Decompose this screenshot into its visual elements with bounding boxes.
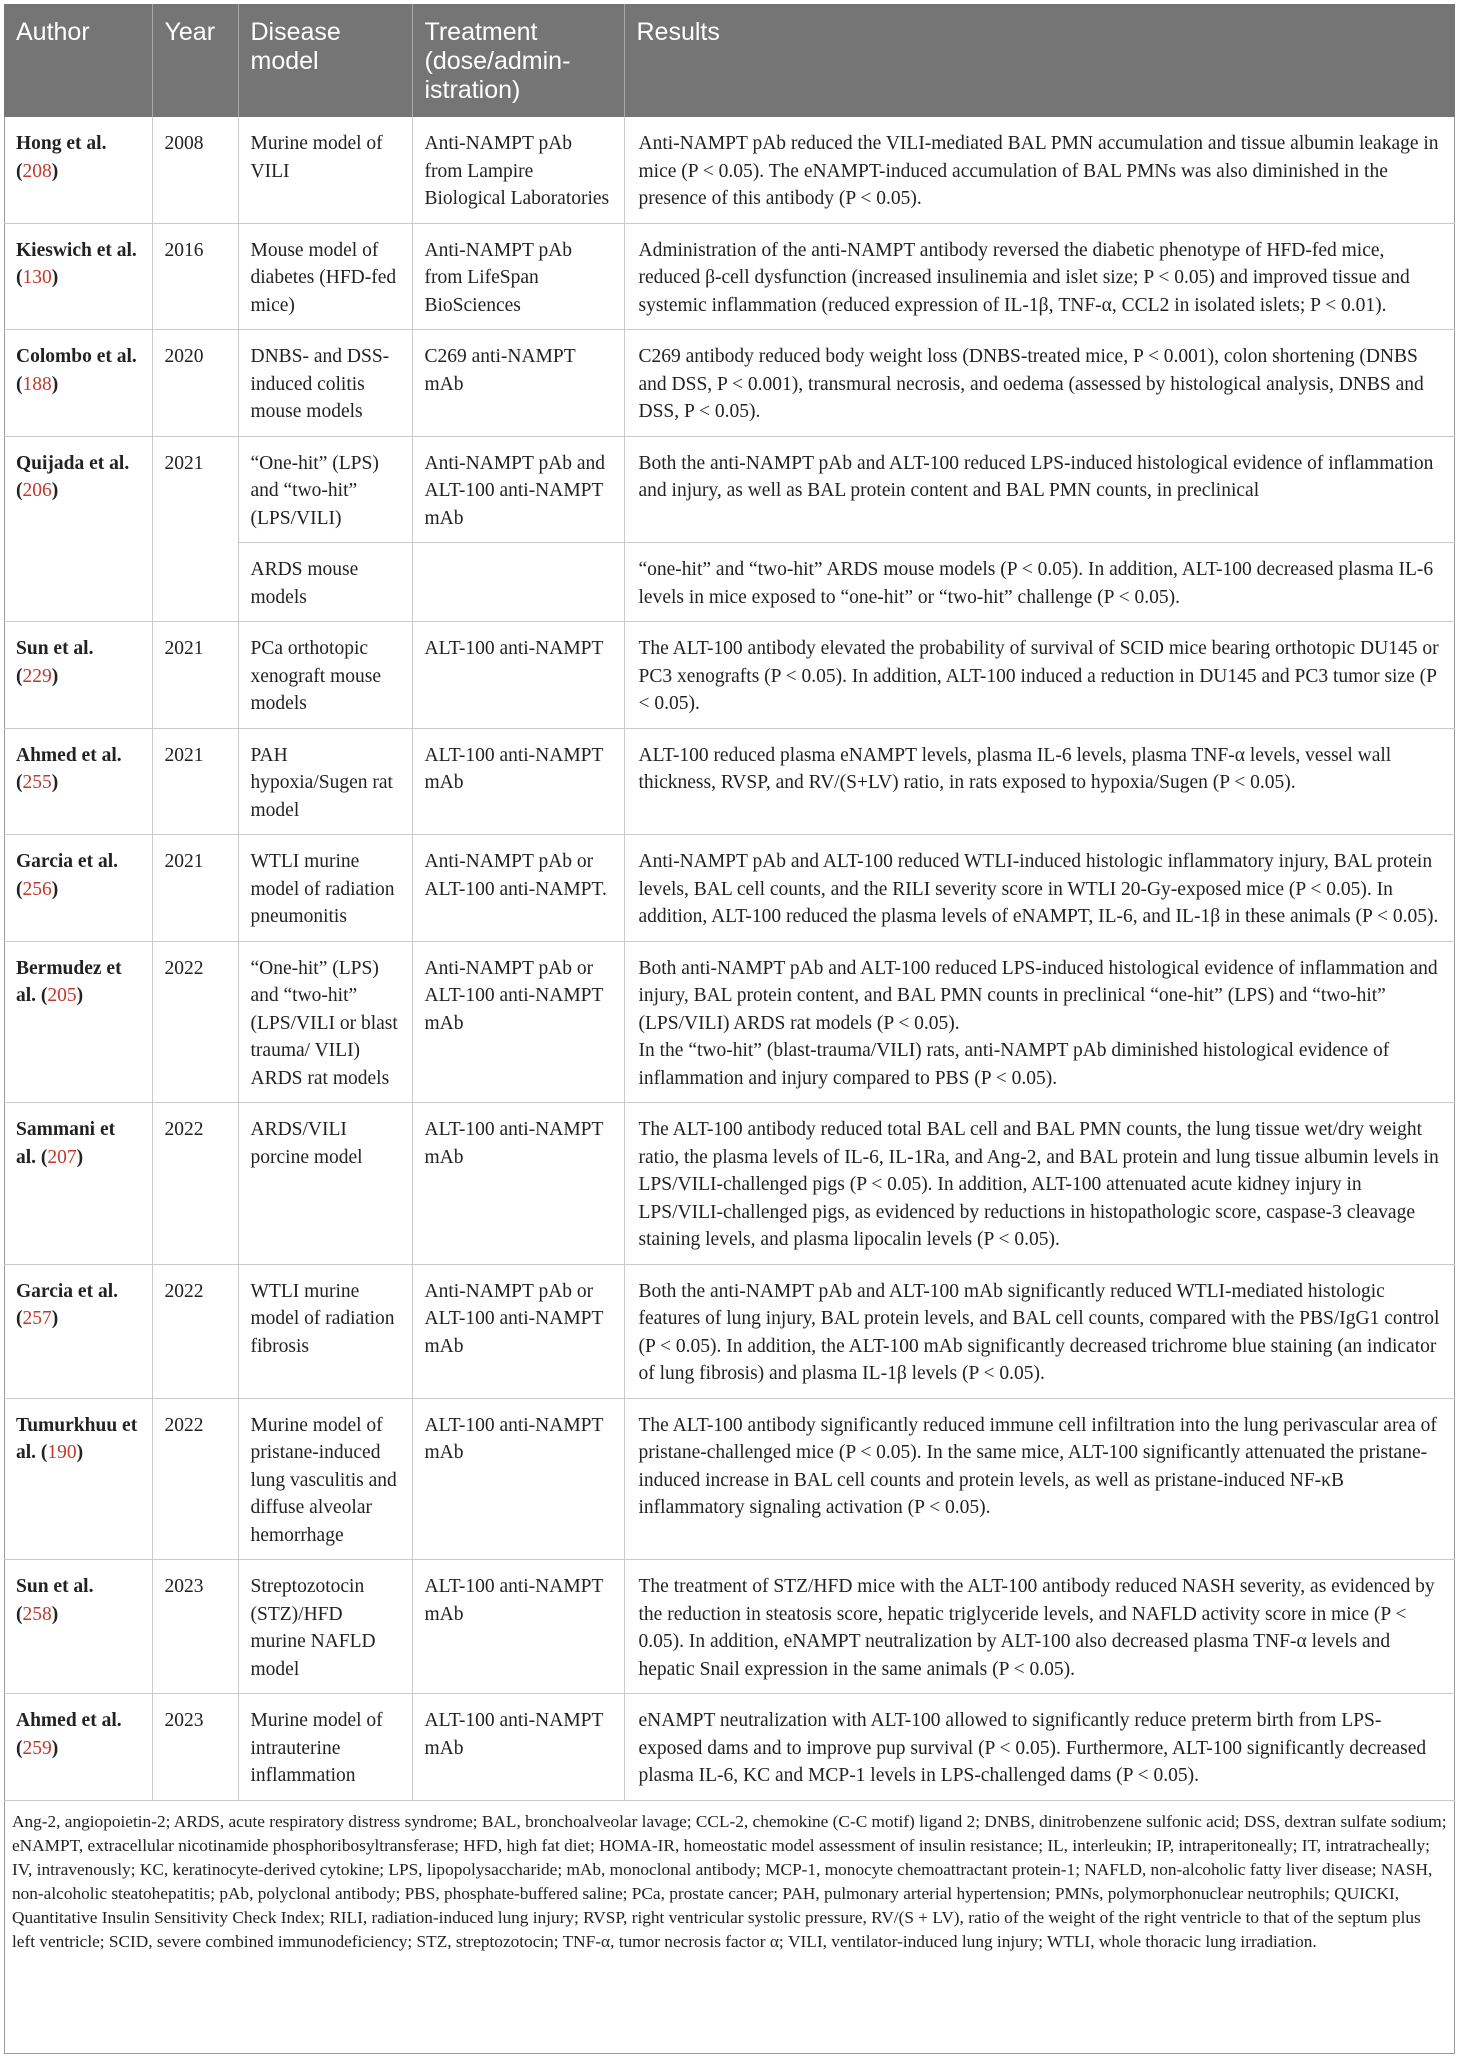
disease-cell: PCa orthotopic xenograft mouse models	[238, 622, 412, 729]
table-row	[4, 622, 1455, 729]
reference-link[interactable]: 229	[22, 665, 52, 687]
treatment-cell: Anti-NAMPT pAb from LifeSpan BioSciences	[412, 223, 624, 330]
author-cell: Sun et al. (229)	[4, 622, 152, 729]
reference-link[interactable]: 205	[47, 985, 77, 1006]
table-row	[4, 223, 1455, 330]
studies-table	[4, 4, 1455, 1964]
year-cell: 2023	[152, 1694, 238, 1801]
year-cell: 2022	[152, 941, 238, 1103]
author-name: Ahmed et al.	[16, 744, 122, 766]
footnote-row	[4, 1800, 1455, 1964]
results-paragraph: In the “two-hit” (blast-trauma/VILI) rats, anti-NAMPT pAb diminished histological evidence of inflammation and injury compared to PBS (P < 0.05).	[638, 1040, 1390, 1089]
reference-link[interactable]: 130	[22, 267, 52, 288]
disease-cell: Murine model of pristane-induced lung vasculitis and diffuse alveolar hemorrhage	[238, 1398, 412, 1560]
treatment-cell: ALT-100 anti-NAMPT mAb	[412, 728, 624, 835]
disease-cell: Mouse model of diabetes (HFD-fed mice)	[238, 223, 412, 330]
author-name: Tumurkhuu et al.	[16, 1414, 138, 1463]
reference-link[interactable]: 255	[22, 772, 52, 793]
disease-cell: WTLI murine model of radiation pneumonitis	[238, 835, 412, 942]
results-cell: “one-hit” and “two-hit” ARDS mouse models (P < 0.05). In addition, ALT-100 decreased plasma IL-6 levels in mice exposed to “one-hit” or “two-hit” challenge (P < 0.05).	[624, 543, 1455, 622]
treatment-cell	[412, 543, 624, 622]
author-name: Garcia et al.	[16, 851, 118, 872]
results-cell: The ALT-100 antibody reduced total BAL cell and BAL PMN counts, the lung tissue wet/dry weight ratio, the plasma levels of IL-6, IL-1Ra, and Ang-2, and BAL protein and lung tissue albumin levels in LPS/VILI-challenged pigs (P < 0.05). In addition, ALT-100 attenuated acute kidney injury in LPS/VILI-challenged pigs, as evidenced by reductions in histopathologic score, caspase-3 cleavage staining levels, and plasma lipocalin levels (P < 0.05).	[624, 1103, 1455, 1265]
results-cell: eNAMPT neutralization with ALT-100 allowed to significantly reduce preterm birth from LPS-exposed dams and to improve pup survival (P < 0.05). Furthermore, ALT-100 significantly decreased plasma IL-6, KC and MCP-1 levels in LPS-challenged dams (P < 0.05).	[624, 1694, 1455, 1801]
results-cell: Both the anti-NAMPT pAb and ALT-100 reduced LPS-induced histological evidence of inflammation and injury, as well as BAL protein content and BAL PMN counts, in preclinical	[624, 436, 1455, 543]
disease-cell: “One-hit” (LPS) and “two-hit” (LPS/VILI or blast trauma/ VILI) ARDS rat models	[238, 941, 412, 1103]
year-cell: 2021	[152, 622, 238, 729]
table-row	[4, 1103, 1455, 1265]
disease-cell: Murine model of intrauterine inflammation	[238, 1694, 412, 1801]
disease-cell: DNBS- and DSS-induced colitis mouse models	[238, 330, 412, 437]
table-row	[4, 117, 1455, 223]
year-cell: 2022	[152, 1398, 238, 1560]
author-name: Colombo et al.	[16, 346, 137, 367]
treatment-cell: Anti-NAMPT pAb or ALT-100 anti-NAMPT mAb	[412, 1264, 624, 1398]
results-cell: Anti-NAMPT pAb reduced the VILI-mediated BAL PMN accumulation and tissue albumin leakage in mice (P < 0.05). The eNAMPT-induced accumulation of BAL PMNs was also diminished in the presence of this antibody (P < 0.05).	[624, 117, 1455, 223]
treatment-cell: ALT-100 anti-NAMPT	[412, 622, 624, 729]
author-cell: Sun et al. (258)	[4, 1560, 152, 1694]
table-row	[4, 1560, 1455, 1694]
footnote: Ang-2, angiopoietin-2; ARDS, acute respiratory distress syndrome; BAL, bronchoalveolar lavage; CCL-2, chemokine (C-C motif) ligand 2; DNBS, dinitrobenzene sulfonic acid; DSS, dextran sulfate sodium; eNAMPT, extracellular nicotinamide phosphoribosyltransferase; HFD, high fat diet; HOMA-IR, homeostatic model assessment of insulin resistance; IL, interleukin; IP, intraperitoneally; IT, intratracheally; IV, intravenously; KC, keratinocyte-derived cytokine; LPS, lipopolysaccharide; mAb, monoclonal antibody; MCP-1, monocyte chemoattractant protein-1; NAFLD, non-alcoholic fatty liver disease; NASH, non-alcoholic steatohepatitis; pAb, polyclonal antibody; PBS, phosphate-buffered saline; PCa, prostate cancer; PAH, pulmonary arterial hypertension; PMNs, polymorphonuclear neutrophils; QUICKI, Quantitative Insulin Sensitivity Check Index; RILI, radiation-induced lung injury; RVSP, right ventricular systolic pressure, RV/(S + LV), ratio of the weight of the right ventricle to that of the septum plus left ventricle; SCID, severe combined immunodeficiency; STZ, streptozotocin; TNF-α, tumor necrosis factor α; VILI, ventilator-induced lung injury; WTLI, whole thoracic lung irradiation.	[12, 1811, 1447, 1951]
disease-cell: PAH hypoxia/Sugen rat model	[238, 728, 412, 835]
table-row	[4, 941, 1455, 1103]
treatment-cell: Anti-NAMPT pAb and ALT-100 anti-NAMPT mAb	[412, 436, 624, 543]
disease-cell: “One-hit” (LPS) and “two-hit” (LPS/VILI)	[238, 436, 412, 543]
author-cell: Quijada et al. (206)	[4, 436, 152, 622]
table-row	[4, 436, 1455, 543]
author-name: Sun et al.	[16, 1576, 94, 1597]
results-cell: Administration of the anti-NAMPT antibody reversed the diabetic phenotype of HFD-fed mice, reduced β-cell dysfunction (increased insulinemia and islet size; P < 0.05) and improved tissue and systemic inflammation (reduced expression of IL-1β, TNF-α, CCL2 in isolated islets; P < 0.01).	[624, 223, 1455, 330]
table-row	[4, 1398, 1455, 1560]
year-cell: 2020	[152, 330, 238, 437]
author-name: Sammani et al.	[16, 1119, 116, 1168]
reference-link[interactable]: 190	[47, 1442, 77, 1463]
reference-link[interactable]: 259	[22, 1737, 52, 1759]
reference-link[interactable]: 257	[22, 1308, 52, 1329]
header-treatment: Treatment (dose/admin-istration)	[412, 4, 624, 117]
author-cell: Garcia et al. (257)	[4, 1264, 152, 1398]
year-cell: 2016	[152, 223, 238, 330]
treatment-cell: Anti-NAMPT pAb or ALT-100 anti-NAMPT mAb	[412, 941, 624, 1103]
table-row	[4, 1264, 1455, 1398]
table-row	[4, 1694, 1455, 1801]
year-cell: 2021	[152, 835, 238, 942]
author-cell: Kieswich et al. (130)	[4, 223, 152, 330]
header-results: Results	[624, 4, 1455, 117]
year-cell: 2021	[152, 436, 238, 622]
results-cell: ALT-100 reduced plasma eNAMPT levels, plasma IL-6 levels, plasma TNF-α levels, vessel wall thickness, RVSP, and RV/(S+LV) ratio, in rats exposed to hypoxia/Sugen (P < 0.05).	[624, 728, 1455, 835]
year-cell: 2008	[152, 117, 238, 223]
table-row	[4, 330, 1455, 437]
header-row	[4, 4, 1455, 117]
header-year: Year	[152, 4, 238, 117]
treatment-cell: Anti-NAMPT pAb or ALT-100 anti-NAMPT.	[412, 835, 624, 942]
disease-cell: WTLI murine model of radiation fibrosis	[238, 1264, 412, 1398]
author-cell: Hong et al. (208)	[4, 117, 152, 223]
treatment-cell: ALT-100 anti-NAMPT mAb	[412, 1398, 624, 1560]
header-author: Author	[4, 4, 152, 117]
disease-cell: Streptozotocin (STZ)/HFD murine NAFLD model	[238, 1560, 412, 1694]
results-cell	[624, 941, 1455, 1103]
author-name: Quijada et al.	[16, 452, 130, 474]
table-row	[4, 728, 1455, 835]
author-cell: Colombo et al. (188)	[4, 330, 152, 437]
disease-cell: Murine model of VILI	[238, 117, 412, 223]
author-name: Sun et al.	[16, 638, 94, 659]
year-cell: 2021	[152, 728, 238, 835]
results-paragraph: Both anti-NAMPT pAb and ALT-100 reduced LPS-induced histological evidence of inflammation and injury, BAL protein content, and BAL PMN counts in preclinical “one-hit” (LPS) and “two-hit” (LPS/VILI) ARDS rat models (P < 0.05).	[638, 957, 1438, 1034]
reference-link[interactable]: 188	[22, 373, 52, 395]
results-cell: Anti-NAMPT pAb and ALT-100 reduced WTLI-induced histologic inflammatory injury, BAL protein levels, BAL cell counts, and the RILI severity score in WTLI 20-Gy-exposed mice (P < 0.05). In addition, ALT-100 reduced the plasma levels of eNAMPT, IL-6, and IL-1β in these animals (P < 0.05).	[624, 835, 1455, 942]
reference-link[interactable]: 256	[22, 878, 52, 900]
results-cell: The treatment of STZ/HFD mice with the ALT-100 antibody reduced NASH severity, as evidenced by the reduction in steatosis score, hepatic triglyceride levels, and NAFLD activity score in mice (P < 0.05). In addition, eNAMPT neutralization by ALT-100 also decreased plasma TNF-α levels and hepatic Snail expression in the same animals (P < 0.05).	[624, 1560, 1455, 1694]
reference-link[interactable]: 207	[47, 1146, 77, 1168]
reference-link[interactable]: 258	[22, 1603, 52, 1625]
author-cell: Ahmed et al. (255)	[4, 728, 152, 835]
treatment-cell: ALT-100 anti-NAMPT mAb	[412, 1560, 624, 1694]
author-name: Hong et al.	[16, 133, 107, 154]
results-cell: The ALT-100 antibody elevated the probability of survival of SCID mice bearing orthotopic DU145 or PC3 xenografts (P < 0.05). In addition, ALT-100 induced a reduction in DU145 and PC3 tumor size (P < 0.05).	[624, 622, 1455, 729]
author-cell: Garcia et al. (256)	[4, 835, 152, 942]
author-cell: Tumurkhuu et al. (190)	[4, 1398, 152, 1560]
results-cell: The ALT-100 antibody significantly reduced immune cell infiltration into the lung perivascular area of pristane-challenged mice (P < 0.05). In the same mice, ALT-100 significantly attenuated the pristane-induced increase in BAL cell counts and protein levels, as well as pristane-induced NF-κB inflammatory signaling activation (P < 0.05).	[624, 1398, 1455, 1560]
author-cell: Ahmed et al. (259)	[4, 1694, 152, 1801]
year-cell: 2023	[152, 1560, 238, 1694]
treatment-cell: C269 anti-NAMPT mAb	[412, 330, 624, 437]
table-row	[4, 835, 1455, 942]
disease-cell: ARDS/VILI porcine model	[238, 1103, 412, 1265]
author-cell: Bermudez et al. (205)	[4, 941, 152, 1103]
reference-link[interactable]: 208	[22, 160, 52, 182]
header-disease-model: Disease model	[238, 4, 412, 117]
author-name: Ahmed et al.	[16, 1710, 122, 1731]
year-cell: 2022	[152, 1264, 238, 1398]
reference-link[interactable]: 206	[22, 480, 52, 501]
results-cell: Both the anti-NAMPT pAb and ALT-100 mAb significantly reduced WTLI-mediated histologic features of lung injury, BAL protein levels, and BAL cell counts, compared with the PBS/IgG1 control (P < 0.05). In addition, the ALT-100 mAb significantly decreased trichrome blue staining (an indicator of lung fibrosis) and plasma IL-1β levels (P < 0.05).	[624, 1264, 1455, 1398]
author-cell: Sammani et al. (207)	[4, 1103, 152, 1265]
disease-cell: ARDS mouse models	[238, 543, 412, 622]
treatment-cell: ALT-100 anti-NAMPT mAb	[412, 1694, 624, 1801]
author-name: Kieswich et al.	[16, 239, 137, 261]
treatment-cell: Anti-NAMPT pAb from Lampire Biological Laboratories	[412, 117, 624, 223]
year-cell: 2022	[152, 1103, 238, 1265]
author-name: Bermudez et al.	[16, 957, 122, 1006]
results-cell: C269 antibody reduced body weight loss (DNBS-treated mice, P < 0.001), colon shortening (DNBS and DSS, P < 0.001), transmural necrosis, and oedema (assessed by histological analysis, DNBS and DSS, P < 0.05).	[624, 330, 1455, 437]
author-name: Garcia et al.	[16, 1280, 118, 1302]
treatment-cell: ALT-100 anti-NAMPT mAb	[412, 1103, 624, 1265]
